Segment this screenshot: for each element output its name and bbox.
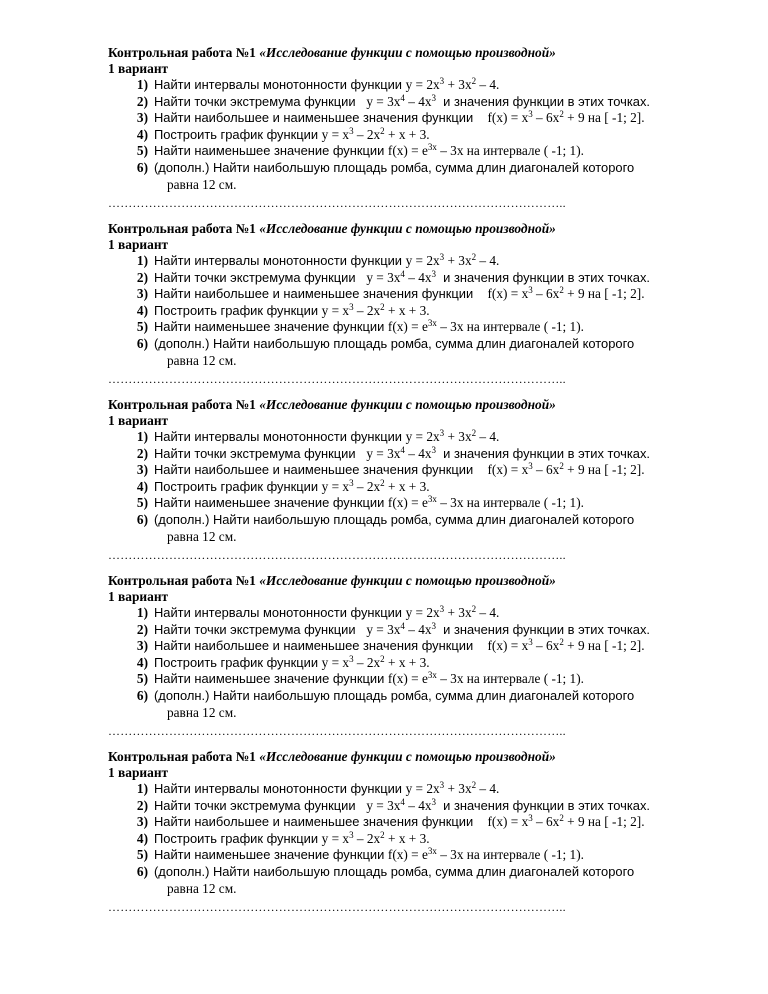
task-item [108,479,728,496]
task-number: 5) [136,143,148,159]
task-number: 4) [136,830,148,846]
task-item [108,429,728,446]
task-text: Найти наименьшее значение функции [154,847,388,863]
task-list [108,605,728,721]
task-item [108,831,728,848]
task-number: 5) [136,847,148,863]
task-text: Построить график функции [154,654,322,670]
task-item [108,110,728,127]
test-heading [108,572,728,589]
task-formula: $y = x^3 - 2x^2 + x + 3$. [321,125,430,142]
task-text: Найти наименьшее значение функции [154,319,388,335]
task-text: Найти интервалы монотонности функции [154,253,406,268]
task-item [108,814,728,831]
task-text: Найти точки экстремума функции [154,445,367,461]
variant-label: 1 вариант [108,413,169,428]
task-number: 6) [136,863,148,879]
heading-prefix: Контрольная работа №1 [108,221,260,236]
task-formula: $y = 2x^3 + 3x^2 - 4$. [405,604,500,620]
heading-prefix: Контрольная работа №1 [108,573,260,588]
task-text: Найти наибольшее и наименьшее значения функции [154,638,488,654]
task-number: 1) [136,253,148,268]
task-text: Найти интервалы монотонности функции [154,429,406,444]
variant-label: 1 вариант [108,589,169,604]
task-text: (дополн.) Найти наибольшую площадь ромба, сумма длин диагоналей которого равна 12 см. [154,335,635,368]
task-item [108,495,728,512]
task-formula: $y = 3x^4 - 4x^3$ и значения функции в этих точках. [366,444,650,461]
task-list [108,77,728,193]
task-formula: $y = 3x^4 - 4x^3$ и значения функции в этих точках. [366,796,650,813]
task-formula: $f(x) = x^3 - 6x^2 + 9$ на [ -1; 2]. [487,637,645,654]
task-list [108,781,728,897]
heading-topic: «Исследование функции с помощью производной» [259,573,556,588]
task-text: Найти точки экстремума функции [154,269,367,285]
task-text: Найти наименьшее значение функции [154,671,388,687]
task-item [108,671,728,688]
task-text: Найти точки экстремума функции [154,621,367,637]
task-number: 1) [136,605,148,620]
task-number: 1) [136,781,148,796]
task-number: 2) [136,269,148,285]
task-item [108,847,728,864]
task-text: Найти интервалы монотонности функции [154,605,406,620]
task-number: 4) [136,302,148,318]
task-number: 2) [136,621,148,637]
cut-line: ………………………………………………………………………………………………….. [108,549,566,562]
test-block [108,44,728,220]
test-heading [108,44,728,61]
task-item [108,160,728,193]
heading-prefix: Контрольная работа №1 [108,45,260,60]
test-block [108,396,728,572]
task-number: 1) [136,77,148,92]
task-formula: $y = 2x^3 + 3x^2 - 4$. [405,252,500,268]
task-number: 5) [136,671,148,687]
task-number: 3) [136,286,148,302]
test-heading [108,748,728,765]
task-item [108,77,728,94]
task-formula: $y = x^3 - 2x^2 + x + 3$. [321,301,430,318]
variant-label: 1 вариант [108,237,169,252]
task-formula: $y = 2x^3 + 3x^2 - 4$. [405,76,500,92]
test-heading [108,220,728,237]
task-text: Найти наибольшее и наименьшее значения функции [154,462,488,478]
task-text: Найти точки экстремума функции [154,797,367,813]
task-formula: $f(x) = e^{3x} - 3x$ на интервале ( -1; 1). [387,494,584,511]
task-item [108,688,728,721]
cut-line: ………………………………………………………………………………………………….. [108,901,566,914]
task-formula: $y = x^3 - 2x^2 + x + 3$. [321,653,430,670]
heading-prefix: Контрольная работа №1 [108,397,260,412]
task-item [108,336,728,369]
cut-line: ………………………………………………………………………………………………….. [108,197,566,210]
task-item [108,622,728,639]
heading-topic: «Исследование функции с помощью производной» [259,45,556,60]
task-number: 3) [136,814,148,830]
task-text: (дополн.) Найти наибольшую площадь ромба, сумма длин диагоналей которого равна 12 см. [154,863,635,896]
task-item [108,605,728,622]
cut-line: ………………………………………………………………………………………………….. [108,373,566,386]
test-block [108,572,728,748]
task-number: 6) [136,511,148,527]
task-number: 5) [136,495,148,511]
task-formula: $y = 3x^4 - 4x^3$ и значения функции в этих точках. [366,620,650,637]
task-formula: $f(x) = x^3 - 6x^2 + 9$ на [ -1; 2]. [487,813,645,830]
heading-prefix: Контрольная работа №1 [108,749,260,764]
task-number: 2) [136,93,148,109]
task-formula: $f(x) = x^3 - 6x^2 + 9$ на [ -1; 2]. [487,109,645,126]
task-formula: $y = 2x^3 + 3x^2 - 4$. [405,780,500,796]
task-item [108,655,728,672]
task-formula: $f(x) = x^3 - 6x^2 + 9$ на [ -1; 2]. [487,461,645,478]
task-formula: $y = 2x^3 + 3x^2 - 4$. [405,428,500,444]
task-text: Найти интервалы монотонности функции [154,77,406,92]
task-item [108,319,728,336]
task-number: 5) [136,319,148,335]
task-text: Найти наибольшее и наименьшее значения функции [154,814,488,830]
task-item [108,286,728,303]
task-number: 4) [136,126,148,142]
variant-label: 1 вариант [108,61,169,76]
task-item [108,270,728,287]
task-item [108,253,728,270]
task-text: Построить график функции [154,478,322,494]
task-text: Найти интервалы монотонности функции [154,781,406,796]
task-formula: $f(x) = e^{3x} - 3x$ на интервале ( -1; 1). [387,318,584,335]
task-number: 3) [136,110,148,126]
task-item [108,446,728,463]
task-text: Построить график функции [154,126,322,142]
task-number: 3) [136,638,148,654]
task-formula: $f(x) = x^3 - 6x^2 + 9$ на [ -1; 2]. [487,285,645,302]
task-list [108,429,728,545]
task-item [108,864,728,897]
task-number: 4) [136,478,148,494]
task-item [108,143,728,160]
task-item [108,798,728,815]
task-item [108,462,728,479]
task-text: (дополн.) Найти наибольшую площадь ромба, сумма длин диагоналей которого равна 12 см. [154,687,635,720]
task-number: 4) [136,654,148,670]
task-text: Построить график функции [154,302,322,318]
heading-topic: «Исследование функции с помощью производной» [259,397,556,412]
task-formula: $f(x) = e^{3x} - 3x$ на интервале ( -1; 1). [387,670,584,687]
document-page [108,44,728,924]
task-number: 6) [136,335,148,351]
test-block [108,220,728,396]
heading-topic: «Исследование функции с помощью производной» [259,221,556,236]
task-item [108,512,728,545]
task-item [108,303,728,320]
task-text: Найти наибольшее и наименьшее значения функции [154,286,488,302]
task-number: 6) [136,159,148,175]
task-number: 2) [136,797,148,813]
task-text: (дополн.) Найти наибольшую площадь ромба, сумма длин диагоналей которого равна 12 см. [154,511,635,544]
task-text: Найти наименьшее значение функции [154,495,388,511]
task-text: Найти наименьшее значение функции [154,143,388,159]
task-item [108,94,728,111]
task-number: 3) [136,462,148,478]
task-formula: $y = 3x^4 - 4x^3$ и значения функции в этих точках. [366,268,650,285]
task-formula: $y = x^3 - 2x^2 + x + 3$. [321,477,430,494]
task-number: 6) [136,687,148,703]
task-text: Найти точки экстремума функции [154,93,367,109]
task-text: (дополн.) Найти наибольшую площадь ромба, сумма длин диагоналей которого равна 12 см. [154,159,635,192]
task-number: 1) [136,429,148,444]
task-item [108,638,728,655]
task-number: 2) [136,445,148,461]
task-formula: $y = x^3 - 2x^2 + x + 3$. [321,829,430,846]
test-heading [108,396,728,413]
task-list [108,253,728,369]
task-item [108,781,728,798]
task-text: Построить график функции [154,830,322,846]
task-text: Найти наибольшее и наименьшее значения функции [154,110,488,126]
test-block [108,748,728,924]
heading-topic: «Исследование функции с помощью производной» [259,749,556,764]
task-formula: $f(x) = e^{3x} - 3x$ на интервале ( -1; 1). [387,142,584,159]
variant-label: 1 вариант [108,765,169,780]
task-formula: $y = 3x^4 - 4x^3$ и значения функции в этих точках. [366,92,650,109]
task-formula: $f(x) = e^{3x} - 3x$ на интервале ( -1; 1). [387,846,584,863]
cut-line: ………………………………………………………………………………………………….. [108,725,566,738]
task-item [108,127,728,144]
